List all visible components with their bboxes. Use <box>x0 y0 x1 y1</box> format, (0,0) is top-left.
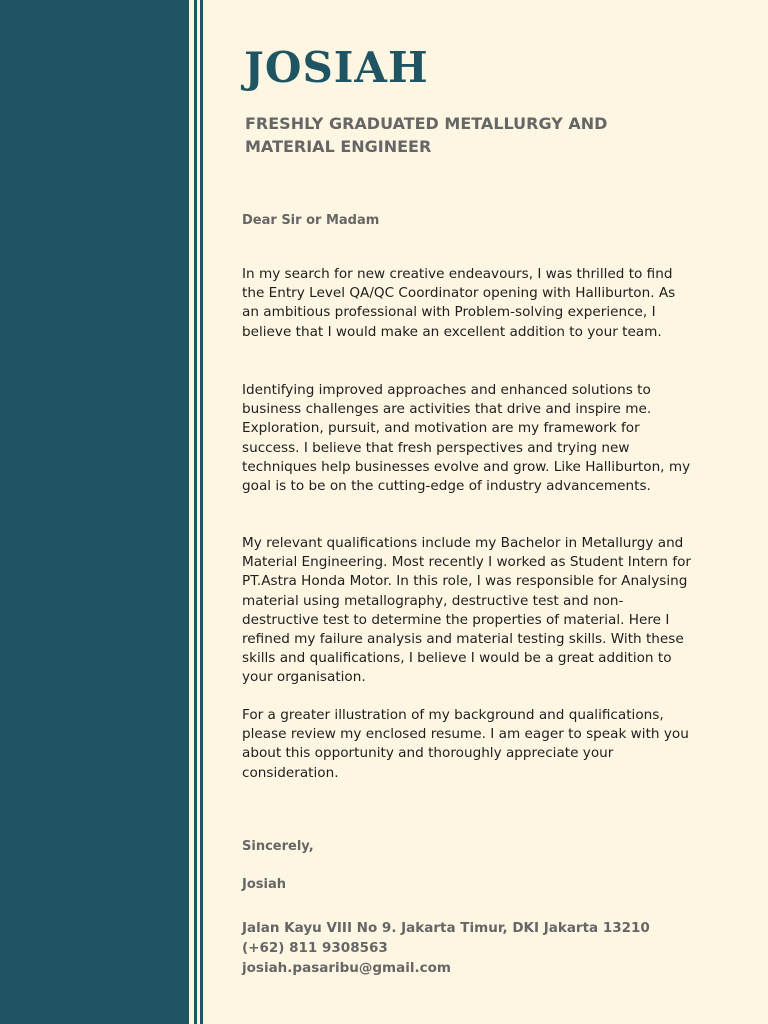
applicant-name: JOSIAH <box>244 43 429 92</box>
signer-name: Josiah <box>242 877 286 892</box>
letter-paragraph: In my search for new creative endeavours, I was thrilled to find the Entry Level QA/QC Coordinator opening with Halliburton. As an ambitious professional with Problem-solving experience, I believe that I would make an excellent addition to your team. <box>242 266 676 340</box>
contact-address: Jalan Kayu VIII No 9. Jakarta Timur, DKI Jakarta 13210 <box>242 920 650 936</box>
letter-paragraph: My relevant qualifications include my Bachelor in Metallurgy and Material Engineering. Most recently I worked as Student Intern for PT.Astra Honda Motor. In this role, I was responsible for Analysing material using metallography, destructive test and non-destructive test to determine the properties of material. Here I refined my failure analysis and material testing skills. With these skills and qualifications, I believe I would be a great addition to your organisation. <box>242 535 692 686</box>
letter-paragraph: For a greater illustration of my background and qualifications, please review my enclosed resume. I am eager to speak with you about this opportunity and thoroughly appreciate your consideration. <box>242 707 689 781</box>
applicant-role: FRESHLY GRADUATED METALLURGY AND MATERIAL ENGINEER <box>245 114 608 156</box>
closing: Sincerely, <box>242 839 314 854</box>
contact-block <box>242 918 650 978</box>
sidebar-panel <box>0 0 189 1024</box>
contact-phone: (+62) 811 9308563 <box>242 940 388 956</box>
sidebar-stripe <box>200 0 203 1024</box>
letter-paragraph: Identifying improved approaches and enhanced solutions to business challenges are activities that drive and inspire me. Exploration, pursuit, and motivation are my framework for success. I believe that fresh perspectives and trying new techniques help businesses evolve and grow. Like Halliburton, my goal is to be on the cutting-edge of industry advancements. <box>242 382 691 495</box>
sidebar-stripe <box>194 0 197 1024</box>
contact-email: josiah.pasaribu@gmail.com <box>242 960 451 976</box>
salutation: Dear Sir or Madam <box>242 213 380 228</box>
